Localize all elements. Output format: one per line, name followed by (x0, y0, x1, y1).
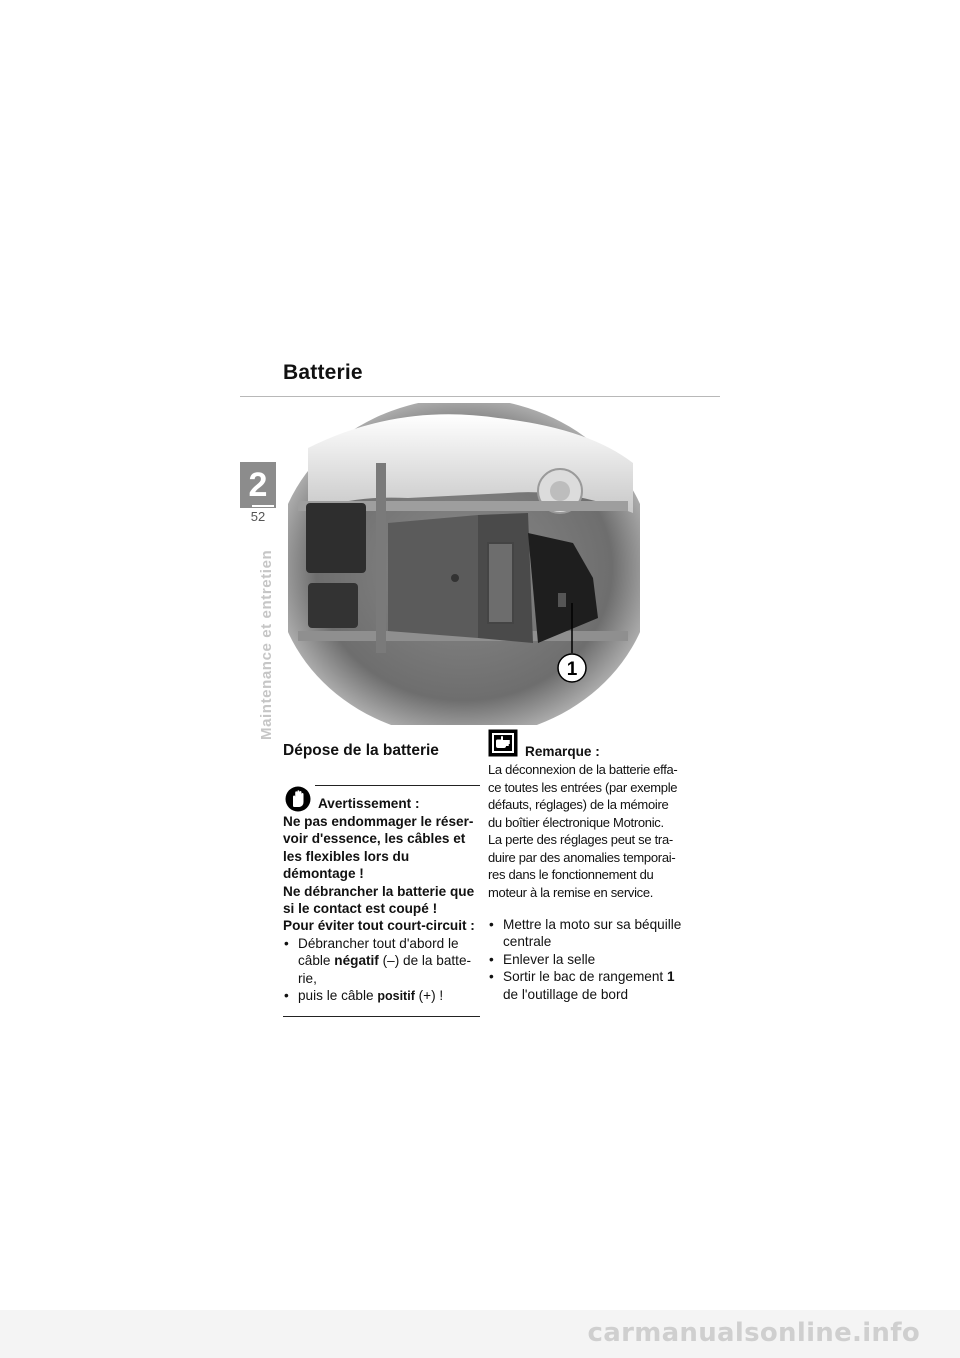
warning-line: si le contact est coupé ! (283, 901, 438, 917)
positive-keyword: positif (377, 989, 415, 1004)
footer-watermark: carmanualsonline.info (587, 1318, 920, 1348)
step-text: centrale (503, 934, 552, 950)
section-side-label: Maintenance et entretien (258, 549, 275, 740)
step-text-part: Sortir le bac de rangement (503, 969, 667, 985)
step-item (488, 951, 698, 968)
warning-bullet-positive (283, 987, 483, 1005)
procedure-steps (488, 916, 698, 1003)
note-line: moteur à la remise en service. (488, 884, 654, 900)
step-text: de l'outillage de bord (503, 986, 629, 1002)
warning-line: voir d'essence, les câbles et (283, 831, 466, 847)
warning-line: Ne débrancher la batterie que (283, 883, 475, 899)
note-line: du boîtier électronique Motronic. (488, 814, 664, 830)
note-line: La déconnexion de la batterie effa- (488, 762, 678, 777)
note-line: duire par des anomalies temporai- (488, 849, 676, 865)
warning-line: Ne pas endommager le réser- (283, 814, 474, 829)
step-text: • Mettre la moto sur sa béquille (503, 917, 682, 932)
bullet-text-part: câble (298, 953, 335, 969)
bullet-text-part: (–) de la batte- (378, 953, 472, 969)
warning-line: Pour éviter tout court-circuit : (283, 918, 475, 934)
note-body (488, 761, 698, 901)
note-hand-icon (488, 729, 518, 757)
title-divider (240, 396, 720, 397)
bullet-text (298, 952, 483, 969)
step-text: • Enlever la selle (503, 951, 596, 967)
warning-top-rule (315, 785, 480, 786)
photo-callout: 1 (566, 659, 578, 680)
warning-bullet-negative (283, 935, 483, 987)
stop-hand-icon (285, 786, 311, 812)
warning-bottom-rule (283, 1016, 480, 1017)
bullet-text-part: (+) ! (414, 988, 444, 1004)
bullet-text: • Débrancher tout d'abord le (298, 935, 459, 951)
bullet-text-part: puis le câble (298, 988, 378, 1004)
section-heading: Dépose de la batterie (283, 742, 439, 759)
note-line: res dans le fonctionnement du (488, 867, 654, 882)
negative-keyword: négatif (334, 953, 379, 969)
step-item (488, 968, 698, 1003)
bullet-text: rie, (298, 970, 317, 986)
step-item (488, 916, 698, 951)
warning-line: démontage ! (283, 866, 364, 882)
battery-compartment-photo (288, 403, 640, 725)
note-line: La perte des réglages peut se tra- (488, 832, 673, 847)
note-title: Remarque : (525, 744, 600, 759)
warning-title: Avertissement : (318, 796, 420, 811)
chapter-number-tab: 2 (240, 462, 276, 508)
step-text (503, 968, 698, 985)
warning-body (283, 813, 483, 1005)
page-number: 52 (250, 509, 266, 524)
warning-line: les flexibles lors du (283, 848, 410, 864)
note-line: ce toutes les entrées (par exemple (488, 779, 678, 795)
page-title: Batterie (283, 361, 363, 384)
note-line: défauts, réglages) de la mémoire (488, 797, 669, 812)
step-callout-ref: 1 (666, 969, 675, 985)
chapter-tab-divider (252, 505, 274, 507)
